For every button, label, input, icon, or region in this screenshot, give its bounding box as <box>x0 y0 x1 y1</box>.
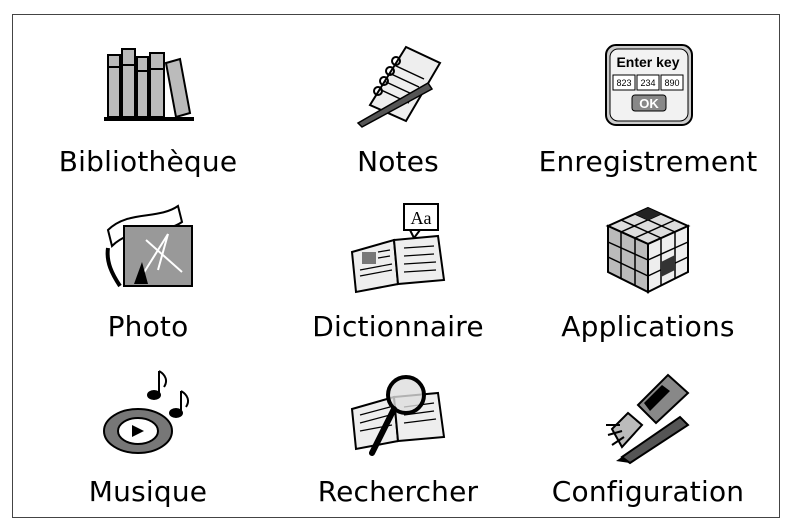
dictionary-bubble-text: Aa <box>410 208 432 228</box>
menu-item-label: Dictionnaire <box>312 310 484 343</box>
music-player-icon <box>98 365 198 465</box>
cube-icon <box>598 200 698 300</box>
menu-item-photo[interactable] <box>23 180 273 345</box>
menu-item-notes[interactable] <box>273 15 523 180</box>
tools-icon <box>598 365 698 465</box>
menu-item-label: Bibliothèque <box>58 145 238 178</box>
books-icon <box>98 35 198 135</box>
menu-item-musique[interactable] <box>23 345 273 510</box>
dictionary-book-icon <box>348 200 448 300</box>
menu-item-dictionnaire[interactable] <box>273 180 523 345</box>
menu-item-label: Applications <box>561 310 735 343</box>
menu-item-bibliotheque[interactable] <box>23 15 273 180</box>
menu-item-label: Enregistrement <box>538 145 758 178</box>
menu-item-label: Rechercher <box>317 475 479 508</box>
menu-item-label: Configuration <box>551 475 745 508</box>
film-photo-icon <box>98 200 198 300</box>
enter-key-field-1: 823 <box>616 78 632 88</box>
magnifier-book-icon <box>348 365 448 465</box>
enter-key-icon <box>598 35 698 135</box>
menu-item-enregistrement[interactable] <box>523 15 773 180</box>
menu-item-rechercher[interactable] <box>273 345 523 510</box>
enter-key-field-2: 234 <box>640 78 656 88</box>
notepad-pen-icon <box>348 35 448 135</box>
menu-item-configuration[interactable] <box>523 345 773 510</box>
menu-item-label: Photo <box>107 310 189 343</box>
menu-item-label: Notes <box>357 145 439 178</box>
menu-item-applications[interactable] <box>523 180 773 345</box>
enter-key-field-3: 890 <box>664 78 680 88</box>
menu-item-label: Musique <box>88 475 208 508</box>
enter-key-ok: OK <box>639 96 659 111</box>
home-menu <box>12 14 780 518</box>
enter-key-title: Enter key <box>616 54 680 70</box>
